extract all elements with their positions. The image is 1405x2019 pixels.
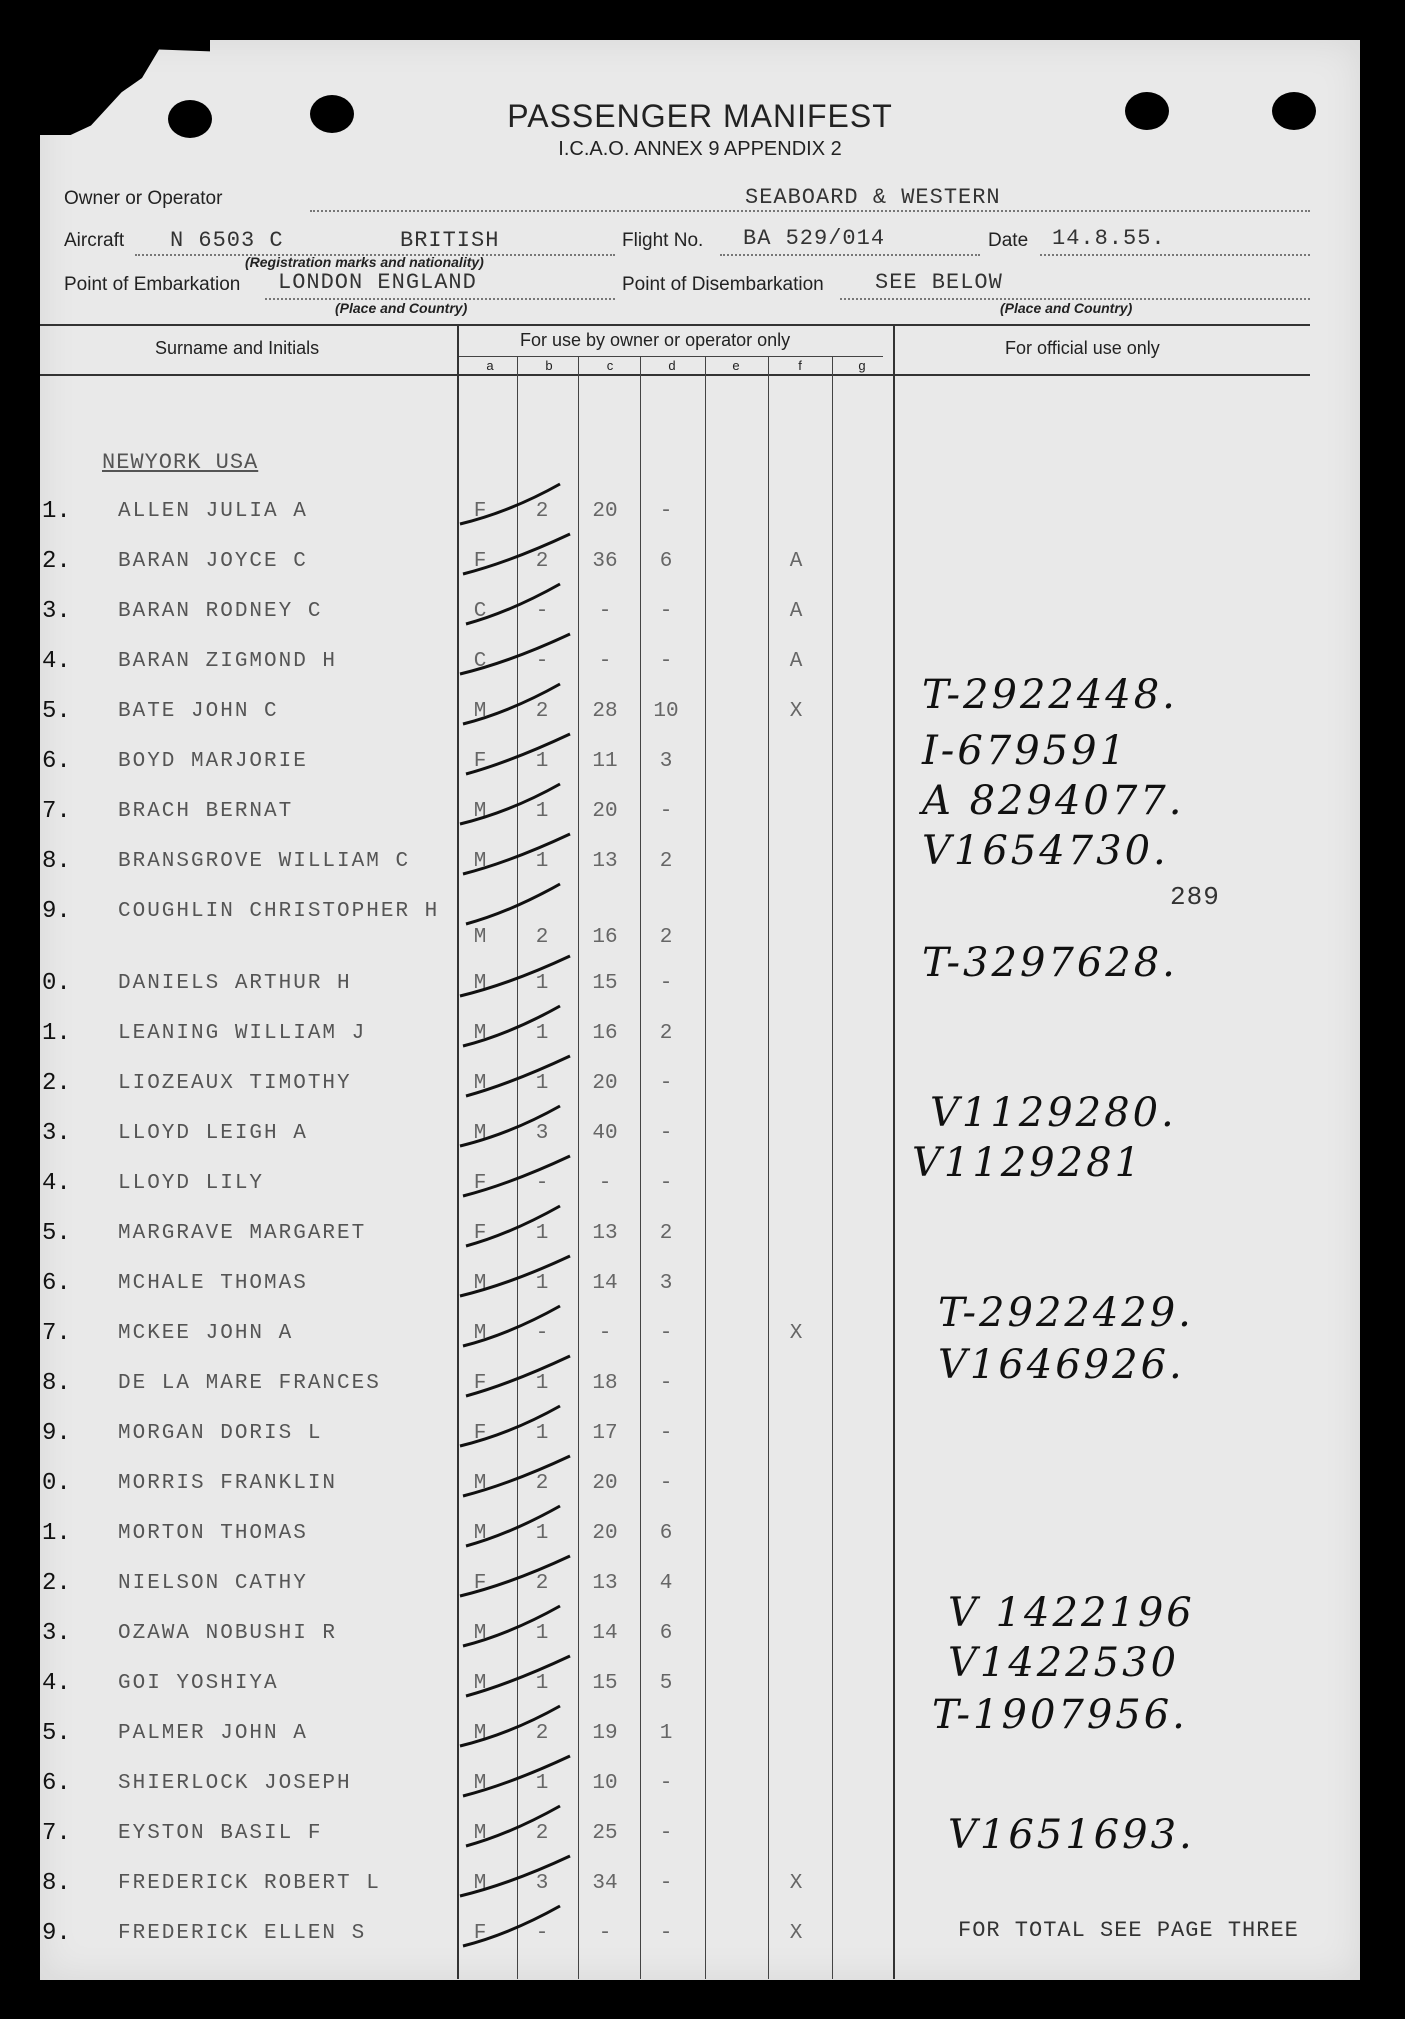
row-number: 4. bbox=[42, 1670, 71, 1697]
table-row bbox=[40, 898, 1360, 949]
cell-c: 20 bbox=[592, 1072, 618, 1095]
cell-a: F bbox=[473, 1572, 487, 1595]
subcol-f: f bbox=[798, 358, 802, 373]
cell-a: M bbox=[473, 1272, 487, 1295]
passenger-name: SHIERLOCK JOSEPH bbox=[118, 1772, 352, 1795]
row-number: 7. bbox=[42, 1320, 71, 1347]
cell-b: 1 bbox=[535, 1522, 549, 1545]
manifest-page bbox=[40, 40, 1360, 1980]
cell-c: - bbox=[598, 1322, 612, 1345]
cell-a: M bbox=[473, 850, 487, 873]
row-number: 2. bbox=[42, 1070, 71, 1097]
cell-c: 36 bbox=[592, 550, 618, 573]
flight-value: BA 529/014 bbox=[743, 226, 886, 251]
cell-d: 2 bbox=[659, 850, 673, 873]
row-number: 7. bbox=[42, 798, 71, 825]
passenger-name: MORTON THOMAS bbox=[118, 1522, 308, 1545]
cell-d: 5 bbox=[659, 1672, 673, 1695]
row-number: 9. bbox=[42, 1920, 71, 1947]
passenger-name: BOYD MARJORIE bbox=[118, 750, 308, 773]
cell-c: 15 bbox=[592, 1672, 618, 1695]
cell-a: M bbox=[473, 1622, 487, 1645]
flight-dotted-line bbox=[720, 254, 980, 256]
passenger-name: BRACH BERNAT bbox=[118, 800, 294, 823]
footer-total-note: FOR TOTAL SEE PAGE THREE bbox=[958, 1918, 1299, 1943]
col-official-use: For official use only bbox=[1005, 338, 1160, 358]
cell-d: - bbox=[659, 1072, 673, 1095]
col-owner-use: For use by owner or operator only bbox=[520, 330, 791, 350]
row-number: 6. bbox=[42, 1770, 71, 1797]
cell-d: - bbox=[659, 1372, 673, 1395]
passenger-name: MORRIS FRANKLIN bbox=[118, 1472, 338, 1495]
cell-b: 1 bbox=[535, 800, 549, 823]
passenger-name: NIELSON CATHY bbox=[118, 1572, 308, 1595]
cell-c: 20 bbox=[592, 1472, 618, 1495]
official-note-4: V1654730. bbox=[922, 828, 1169, 874]
nationality-value: BRITISH bbox=[400, 228, 500, 253]
cell-b: 1 bbox=[535, 850, 549, 873]
official-note-3: A 8294077. bbox=[922, 778, 1185, 824]
cell-c: 14 bbox=[592, 1622, 618, 1645]
table-header-rule bbox=[40, 374, 1310, 376]
cell-d: - bbox=[659, 1922, 673, 1945]
cell-b: - bbox=[535, 1922, 549, 1945]
row-number: 2. bbox=[42, 548, 71, 575]
row-number: 3. bbox=[42, 598, 71, 625]
page-title: PASSENGER MANIFEST bbox=[507, 98, 893, 134]
row-number: 1. bbox=[42, 1020, 71, 1047]
passenger-name: MORGAN DORIS L bbox=[118, 1422, 323, 1445]
embark-label: Point of Embarkation bbox=[64, 274, 241, 295]
cell-b: 2 bbox=[535, 926, 549, 949]
row-number: 1. bbox=[42, 498, 71, 525]
cell-a: F bbox=[473, 750, 487, 773]
passenger-name: MCKEE JOHN A bbox=[118, 1322, 294, 1345]
cell-a: M bbox=[473, 972, 487, 995]
cell-c: 40 bbox=[592, 1122, 618, 1145]
cell-a: M bbox=[473, 926, 487, 949]
cell-a: F bbox=[473, 1922, 487, 1945]
cell-c: 17 bbox=[592, 1422, 618, 1445]
passenger-name: FREDERICK ELLEN S bbox=[118, 1922, 367, 1945]
cell-f: A bbox=[789, 650, 803, 673]
cell-d: - bbox=[659, 1322, 673, 1345]
cell-d: 2 bbox=[659, 1022, 673, 1045]
cell-c: 20 bbox=[592, 1522, 618, 1545]
official-note-12: V1422530 bbox=[948, 1640, 1180, 1686]
cell-b: 2 bbox=[535, 1822, 549, 1845]
cell-b: 1 bbox=[535, 1272, 549, 1295]
table-row bbox=[40, 1220, 1360, 1260]
passenger-name: ALLEN JULIA A bbox=[118, 500, 308, 523]
embark-note: (Place and Country) bbox=[335, 300, 468, 316]
cell-b: 2 bbox=[535, 1472, 549, 1495]
cell-c: 11 bbox=[592, 750, 618, 773]
row-number: 6. bbox=[42, 748, 71, 775]
passenger-name: GOI YOSHIYA bbox=[118, 1672, 279, 1695]
passenger-name: EYSTON BASIL F bbox=[118, 1822, 323, 1845]
passenger-name: DANIELS ARTHUR H bbox=[118, 972, 352, 995]
cell-c: 19 bbox=[592, 1722, 618, 1745]
cell-d: 3 bbox=[659, 750, 673, 773]
passenger-name: LEANING WILLIAM J bbox=[118, 1022, 367, 1045]
cell-a: M bbox=[473, 1072, 487, 1095]
cell-c: 20 bbox=[592, 800, 618, 823]
cell-a: M bbox=[473, 1722, 487, 1745]
registration-note: (Registration marks and nationality) bbox=[245, 254, 484, 270]
cell-b: 3 bbox=[535, 1872, 549, 1895]
table-row bbox=[40, 1420, 1360, 1460]
disembark-note: (Place and Country) bbox=[1000, 300, 1133, 316]
subcol-g: g bbox=[858, 358, 866, 373]
table-row bbox=[40, 1770, 1360, 1810]
passenger-name: MCHALE THOMAS bbox=[118, 1272, 308, 1295]
cell-d: 3 bbox=[659, 1272, 673, 1295]
cell-d: - bbox=[659, 800, 673, 823]
cell-b: 1 bbox=[535, 1672, 549, 1695]
cell-b: 1 bbox=[535, 1372, 549, 1395]
table-row bbox=[40, 1020, 1360, 1060]
cell-d: 4 bbox=[659, 1572, 673, 1595]
cell-c: - bbox=[598, 1922, 612, 1945]
cell-a: M bbox=[473, 700, 487, 723]
cell-a: F bbox=[473, 550, 487, 573]
cell-c: 28 bbox=[592, 700, 618, 723]
cell-b: - bbox=[535, 650, 549, 673]
cell-a: M bbox=[473, 1522, 487, 1545]
cell-c: 34 bbox=[592, 1872, 618, 1895]
cell-a: M bbox=[473, 1822, 487, 1845]
passenger-name: FREDERICK ROBERT L bbox=[118, 1872, 381, 1895]
cell-d: - bbox=[659, 1472, 673, 1495]
cell-a: F bbox=[473, 500, 487, 523]
row-number: 5. bbox=[42, 1220, 71, 1247]
passenger-name: BARAN ZIGMOND H bbox=[118, 650, 338, 673]
cell-b: 1 bbox=[535, 1622, 549, 1645]
table-row bbox=[40, 548, 1360, 588]
passenger-name: BRANSGROVE WILLIAM C bbox=[118, 850, 411, 873]
official-note-5: 289 bbox=[1170, 882, 1220, 912]
cell-d: - bbox=[659, 600, 673, 623]
row-number: 3. bbox=[42, 1620, 71, 1647]
cell-c: - bbox=[598, 1172, 612, 1195]
official-note-9: T-2922429. bbox=[938, 1290, 1194, 1336]
embark-value: LONDON ENGLAND bbox=[278, 270, 477, 295]
table-row bbox=[40, 498, 1360, 538]
subcol-a: a bbox=[486, 358, 494, 373]
cell-c: - bbox=[598, 650, 612, 673]
cell-c: - bbox=[598, 600, 612, 623]
subcol-b: b bbox=[545, 358, 553, 373]
cell-f: A bbox=[789, 550, 803, 573]
cell-d: 6 bbox=[659, 1522, 673, 1545]
passenger-name: LLOYD LEIGH A bbox=[118, 1122, 308, 1145]
table-row bbox=[40, 1870, 1360, 1910]
official-note-6: T-3297628. bbox=[922, 940, 1178, 986]
official-note-10: V1646926. bbox=[938, 1342, 1185, 1388]
cell-a: C bbox=[473, 650, 487, 673]
cell-b: 1 bbox=[535, 972, 549, 995]
cell-a: F bbox=[473, 1372, 487, 1395]
owner-value: SEABOARD & WESTERN bbox=[745, 185, 1001, 210]
cell-d: - bbox=[659, 1172, 673, 1195]
table-row bbox=[40, 1470, 1360, 1510]
cell-c: 14 bbox=[592, 1272, 618, 1295]
cell-b: 1 bbox=[535, 1222, 549, 1245]
official-note-11: V 1422196 bbox=[948, 1590, 1195, 1636]
cell-a: M bbox=[473, 800, 487, 823]
row-number: 5. bbox=[42, 1720, 71, 1747]
owner-dotted-line bbox=[310, 210, 1310, 212]
row-number: 0. bbox=[42, 1470, 71, 1497]
cell-a: C bbox=[473, 600, 487, 623]
cell-c: 20 bbox=[592, 500, 618, 523]
row-number: 6. bbox=[42, 1270, 71, 1297]
disembark-label: Point of Disembarkation bbox=[622, 274, 824, 295]
row-number: 4. bbox=[42, 648, 71, 675]
cell-b: - bbox=[535, 1172, 549, 1195]
page-subtitle: I.C.A.O. ANNEX 9 APPENDIX 2 bbox=[558, 138, 842, 160]
cell-c: 16 bbox=[592, 926, 618, 949]
passenger-name: MARGRAVE MARGARET bbox=[118, 1222, 367, 1245]
row-number: 9. bbox=[42, 898, 71, 925]
official-note-13: T-1907956. bbox=[932, 1692, 1188, 1738]
cell-f: X bbox=[789, 1322, 803, 1345]
cell-a: M bbox=[473, 1022, 487, 1045]
disembark-value: SEE BELOW bbox=[875, 270, 1003, 295]
flight-label: Flight No. bbox=[622, 230, 704, 251]
col-surname: Surname and Initials bbox=[155, 338, 320, 358]
row-number: 4. bbox=[42, 1170, 71, 1197]
cell-b: 1 bbox=[535, 750, 549, 773]
cell-c: 13 bbox=[592, 1222, 618, 1245]
cell-d: 1 bbox=[659, 1722, 673, 1745]
cell-d: - bbox=[659, 1872, 673, 1895]
subcol-rule bbox=[457, 356, 883, 357]
cell-c: 18 bbox=[592, 1372, 618, 1395]
destination-heading: NEWYORK USA bbox=[102, 450, 259, 475]
passenger-name: BARAN RODNEY C bbox=[118, 600, 323, 623]
cell-b: 2 bbox=[535, 500, 549, 523]
cell-c: 16 bbox=[592, 1022, 618, 1045]
passenger-name: BATE JOHN C bbox=[118, 700, 279, 723]
cell-d: - bbox=[659, 500, 673, 523]
official-note-1: T-2922448. bbox=[922, 672, 1178, 718]
aircraft-value: N 6503 C bbox=[170, 228, 284, 253]
date-dotted-line bbox=[1040, 254, 1310, 256]
official-note-7: V1129280. bbox=[930, 1090, 1177, 1136]
passenger-name: OZAWA NOBUSHI R bbox=[118, 1622, 338, 1645]
cell-c: 10 bbox=[592, 1772, 618, 1795]
row-number: 7. bbox=[42, 1820, 71, 1847]
official-note-8: V1129281 bbox=[912, 1140, 1144, 1186]
cell-c: 25 bbox=[592, 1822, 618, 1845]
cell-b: 1 bbox=[535, 1022, 549, 1045]
row-number: 3. bbox=[42, 1120, 71, 1147]
cell-a: M bbox=[473, 1672, 487, 1695]
cell-f: A bbox=[789, 600, 803, 623]
cell-a: M bbox=[473, 1872, 487, 1895]
row-number: 9. bbox=[42, 1420, 71, 1447]
cell-b: - bbox=[535, 1322, 549, 1345]
cell-b: - bbox=[535, 600, 549, 623]
cell-d: - bbox=[659, 972, 673, 995]
table-row bbox=[40, 1170, 1360, 1210]
passenger-name: LLOYD LILY bbox=[118, 1172, 265, 1195]
cell-f: X bbox=[789, 1872, 803, 1895]
passenger-name: COUGHLIN CHRISTOPHER H bbox=[118, 900, 440, 923]
row-number: 0. bbox=[42, 970, 71, 997]
subcol-e: e bbox=[732, 358, 740, 373]
cell-d: - bbox=[659, 650, 673, 673]
cell-c: 15 bbox=[592, 972, 618, 995]
cell-b: 1 bbox=[535, 1772, 549, 1795]
cell-a: M bbox=[473, 1122, 487, 1145]
official-note-2: I-679591 bbox=[922, 728, 1129, 774]
cell-d: - bbox=[659, 1422, 673, 1445]
row-number: 2. bbox=[42, 1570, 71, 1597]
cell-a: F bbox=[473, 1422, 487, 1445]
cell-d: 10 bbox=[653, 700, 679, 723]
cell-a: F bbox=[473, 1222, 487, 1245]
passenger-name: PALMER JOHN A bbox=[118, 1722, 308, 1745]
owner-label: Owner or Operator bbox=[64, 188, 223, 209]
passenger-name: DE LA MARE FRANCES bbox=[118, 1372, 381, 1395]
cell-f: X bbox=[789, 700, 803, 723]
cell-d: 6 bbox=[659, 1622, 673, 1645]
cell-d: 6 bbox=[659, 550, 673, 573]
table-row bbox=[40, 1520, 1360, 1560]
cell-b: 3 bbox=[535, 1122, 549, 1145]
cell-b: 2 bbox=[535, 700, 549, 723]
table-row bbox=[40, 598, 1360, 638]
passenger-name: BARAN JOYCE C bbox=[118, 550, 308, 573]
cell-d: - bbox=[659, 1772, 673, 1795]
cell-c: 13 bbox=[592, 850, 618, 873]
date-label: Date bbox=[988, 230, 1029, 251]
table-top-rule bbox=[40, 324, 1310, 326]
aircraft-label: Aircraft bbox=[64, 230, 125, 251]
cell-b: 2 bbox=[535, 550, 549, 573]
cell-d: 2 bbox=[659, 926, 673, 949]
cell-a: M bbox=[473, 1322, 487, 1345]
row-number: 1. bbox=[42, 1520, 71, 1547]
official-note-14: V1651693. bbox=[948, 1812, 1195, 1858]
row-number: 8. bbox=[42, 848, 71, 875]
cell-b: 1 bbox=[535, 1422, 549, 1445]
cell-f: X bbox=[789, 1922, 803, 1945]
cell-d: - bbox=[659, 1822, 673, 1845]
passenger-name: LIOZEAUX TIMOTHY bbox=[118, 1072, 352, 1095]
cell-c: 13 bbox=[592, 1572, 618, 1595]
cell-a: M bbox=[473, 1772, 487, 1795]
row-number: 5. bbox=[42, 698, 71, 725]
cell-d: 2 bbox=[659, 1222, 673, 1245]
cell-d: - bbox=[659, 1122, 673, 1145]
row-number: 8. bbox=[42, 1870, 71, 1897]
row-number: 8. bbox=[42, 1370, 71, 1397]
cell-a: F bbox=[473, 1172, 487, 1195]
subcol-c: c bbox=[606, 358, 614, 373]
subcol-d: d bbox=[668, 358, 676, 373]
cell-a: M bbox=[473, 1472, 487, 1495]
date-value: 14.8.55. bbox=[1052, 226, 1166, 251]
cell-b: 1 bbox=[535, 1072, 549, 1095]
cell-b: 2 bbox=[535, 1722, 549, 1745]
cell-b: 2 bbox=[535, 1572, 549, 1595]
